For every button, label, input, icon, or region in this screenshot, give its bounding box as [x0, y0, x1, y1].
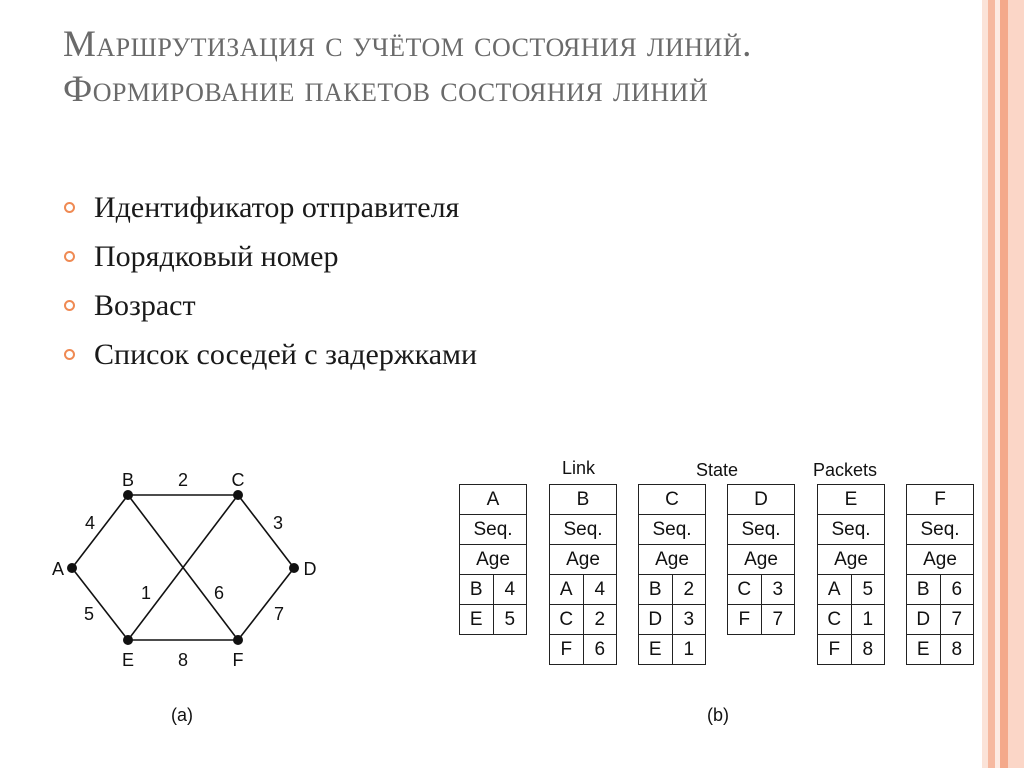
packet-seq-field: Seq. [728, 515, 795, 545]
edge-weight-label: 1 [140, 583, 152, 603]
packet-d [727, 484, 795, 635]
edge-weight-label: 3 [272, 513, 284, 533]
packet-e [817, 484, 885, 665]
neighbor-delay: 7 [761, 605, 795, 635]
bullet-item [64, 283, 477, 332]
slide-title: Маршрутизация с учётом состояния линий. Формирование пакетов состояния линий [63, 24, 752, 110]
neighbor-delay: 4 [493, 575, 527, 605]
packet-age-field: Age [728, 545, 795, 575]
graph-edge-a-b [72, 495, 128, 568]
bullet-text: Идентификатор отправителя [94, 191, 460, 224]
neighbor-name: A [818, 575, 852, 605]
neighbor-delay: 5 [493, 605, 527, 635]
edge-weight-label: 7 [273, 604, 285, 624]
packet-age-field: Age [460, 545, 527, 575]
packet-seq-field: Seq. [907, 515, 974, 545]
packets-heading-link: Link [562, 458, 596, 478]
bullet-item [64, 234, 477, 283]
edge-weight-label: 6 [213, 583, 225, 603]
bullet-text: Список соседей с задержками [94, 338, 478, 371]
edge-weight-label: 8 [177, 650, 189, 670]
packet-f [906, 484, 974, 665]
neighbor-delay: 3 [672, 605, 706, 635]
router-node-a [67, 563, 77, 573]
packet-seq-field: Seq. [460, 515, 527, 545]
packet-age-field: Age [639, 545, 706, 575]
graph-edge-a-e [72, 568, 128, 640]
neighbor-delay: 6 [583, 635, 617, 665]
neighbor-delay: 1 [851, 605, 885, 635]
edge-weight-label: 2 [177, 470, 189, 490]
packets-heading-packets: Packets [813, 460, 878, 480]
neighbor-name: A [550, 575, 584, 605]
neighbor-name: F [728, 605, 762, 635]
packet-a [459, 484, 527, 635]
packets-heading-state: State [696, 460, 739, 480]
packet-sender: A [460, 485, 527, 515]
neighbor-name: E [907, 635, 941, 665]
bullet-item [64, 185, 477, 234]
graph-edge-d-f [238, 568, 294, 640]
neighbor-delay: 4 [583, 575, 617, 605]
bullet-item [64, 332, 477, 381]
neighbor-delay: 8 [940, 635, 974, 665]
network-graph [0, 455, 340, 735]
link-state-packets [455, 455, 980, 735]
bullet-icon [64, 251, 75, 262]
neighbor-name: C [550, 605, 584, 635]
neighbor-delay: 5 [851, 575, 885, 605]
packet-sender: F [907, 485, 974, 515]
neighbor-delay: 8 [851, 635, 885, 665]
router-node-f [233, 635, 243, 645]
router-label: F [232, 650, 244, 670]
router-label: E [121, 650, 135, 670]
neighbor-name: B [907, 575, 941, 605]
graph-caption: (a) [171, 705, 193, 725]
packet-age-field: Age [818, 545, 885, 575]
bullet-list [64, 185, 477, 381]
packet-b [549, 484, 617, 665]
neighbor-name: F [818, 635, 852, 665]
bullet-text: Возраст [94, 289, 196, 322]
edge-weight-label: 4 [84, 513, 96, 533]
neighbor-delay: 3 [761, 575, 795, 605]
router-label: A [51, 559, 65, 579]
decor-stripe [1008, 0, 1024, 768]
packet-seq-field: Seq. [639, 515, 706, 545]
router-node-d [289, 563, 299, 573]
neighbor-delay: 2 [672, 575, 706, 605]
neighbor-name: D [639, 605, 673, 635]
bullet-icon [64, 300, 75, 311]
bullet-icon [64, 349, 75, 360]
decor-stripe [988, 0, 995, 768]
packet-sender: D [728, 485, 795, 515]
graph-edge-c-d [238, 495, 294, 568]
neighbor-delay: 2 [583, 605, 617, 635]
edge-weight-label: 5 [83, 604, 95, 624]
neighbor-name: C [728, 575, 762, 605]
router-label: B [121, 470, 135, 490]
router-node-c [233, 490, 243, 500]
neighbor-delay: 1 [672, 635, 706, 665]
router-node-e [123, 635, 133, 645]
bullet-icon [64, 202, 75, 213]
packet-age-field: Age [907, 545, 974, 575]
neighbor-name: B [460, 575, 494, 605]
packet-sender: B [550, 485, 617, 515]
neighbor-name: E [460, 605, 494, 635]
neighbor-name: B [639, 575, 673, 605]
neighbor-name: E [639, 635, 673, 665]
decor-stripe [1000, 0, 1008, 768]
packets-caption: (b) [707, 705, 729, 725]
packet-sender: E [818, 485, 885, 515]
neighbor-name: F [550, 635, 584, 665]
packet-seq-field: Seq. [818, 515, 885, 545]
packet-c [638, 484, 706, 665]
packet-seq-field: Seq. [550, 515, 617, 545]
bullet-text: Порядковый номер [94, 240, 339, 273]
router-node-b [123, 490, 133, 500]
router-label: C [231, 470, 245, 490]
neighbor-name: C [818, 605, 852, 635]
router-label: D [303, 559, 317, 579]
neighbor-delay: 6 [940, 575, 974, 605]
packet-age-field: Age [550, 545, 617, 575]
neighbor-delay: 7 [940, 605, 974, 635]
packet-sender: C [639, 485, 706, 515]
neighbor-name: D [907, 605, 941, 635]
